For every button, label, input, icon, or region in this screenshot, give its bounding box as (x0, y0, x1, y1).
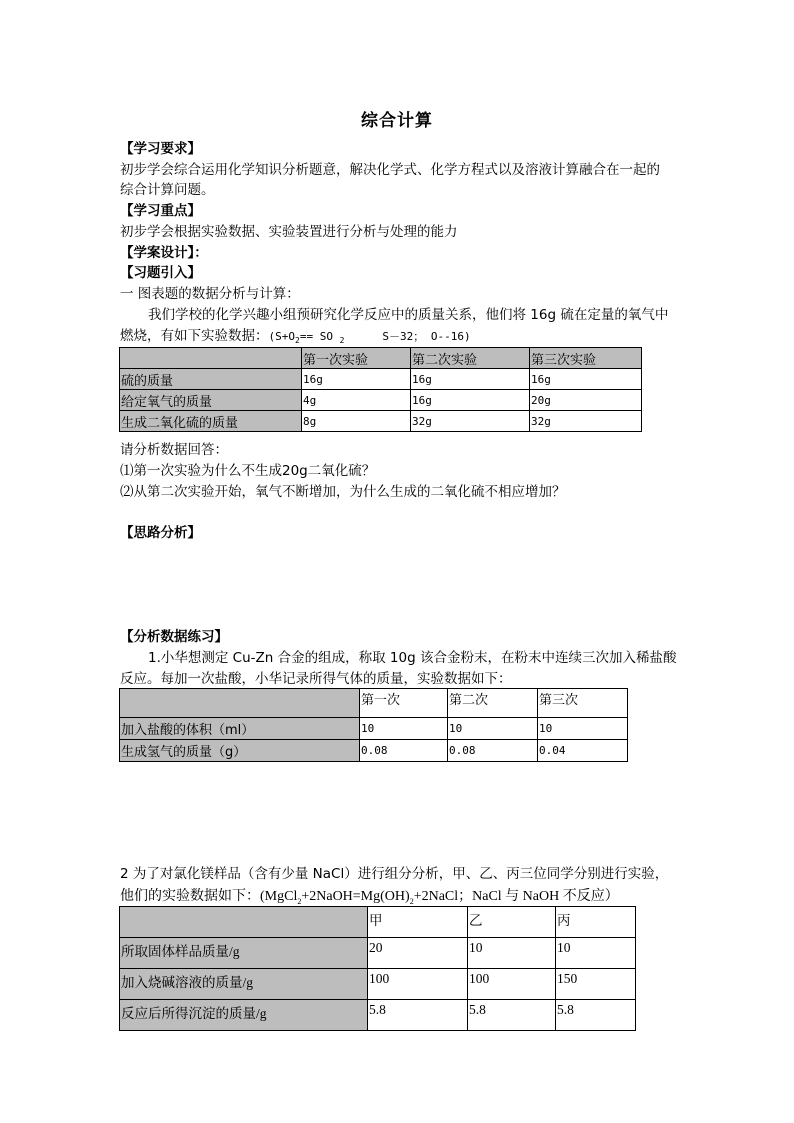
equation-part-1: ($S+O_2==$ SO $_2$ (268, 330, 345, 346)
row-label: 加入盐酸的体积（ml） (120, 718, 360, 740)
table-cell: 5.8 (368, 1000, 468, 1031)
table-row (120, 390, 642, 411)
table-cell: 0.04 (538, 740, 628, 762)
table-header-cell: 甲 (368, 907, 468, 938)
focus-text: 初步学会根据实验数据、实验装置进行分析与处理的能力 (120, 224, 458, 240)
row-label: 反应后所得沉淀的质量/g (120, 1000, 368, 1031)
table-cell: 10 (556, 938, 636, 969)
practice-text-1: 1.小华想测定 Cu-Zn 合金的组成，称取 10g 该合金粉末，在粉末中连续三次加入稀盐酸 (148, 650, 677, 666)
table-cell: 10 (468, 938, 556, 969)
page-title: 综合计算 (361, 111, 433, 131)
table-header-cell: 第一次实验 (302, 348, 411, 369)
table-cell: 32g (411, 411, 530, 432)
atomic-masses: S－32； O--16) (382, 330, 471, 343)
focus-heading: 【学习重点】 (120, 203, 201, 219)
intro-subtitle: 一 图表题的数据分析与计算： (120, 286, 300, 302)
table-cell: 5.8 (556, 1000, 636, 1031)
intro-text-2a: 燃烧，有如下实验数据： (120, 328, 269, 344)
row-label: 硫的质量 (120, 369, 302, 390)
problem2-text-1: 2 为了对氯化镁样品（含有少量 NaCl）进行组分分析，甲、乙、丙三位同学分别进行实验， (120, 866, 669, 882)
requirements-text-2: 综合计算问题。 (120, 182, 215, 198)
practice-heading: 【分析数据练习】 (120, 629, 228, 645)
table-cell: 100 (368, 969, 468, 1000)
table-cell: 0.08 (448, 740, 538, 762)
alloy-experiment-table (119, 688, 628, 762)
table-row (120, 969, 636, 1000)
row-label: 生成氢气的质量（g） (120, 740, 360, 762)
row-label: 给定氧气的质量 (120, 390, 302, 411)
table-cell: 4g (302, 390, 411, 411)
practice-text-2: 反应。每加一次盐酸，小华记录所得气体的质量，实验数据如下： (120, 671, 512, 687)
table-cell: 20 (368, 938, 468, 969)
intro-text-1: 我们学校的化学兴趣小组预研究化学反应中的质量关系，他们将 16g 硫在定量的氧气中 (148, 307, 669, 323)
analysis-heading: 【思路分析】 (120, 525, 201, 541)
table-cell: 100 (468, 969, 556, 1000)
table-cell: 10 (538, 718, 628, 740)
problem2-text-2: 他们的实验数据如下：($MgCl_2+2NaOH=Mg(OH)_2+2NaCl$；NaCl 与 NaOH 不反应） (120, 889, 619, 906)
table-row (120, 740, 628, 762)
requirements-text-1: 初步学会综合运用化学知识分析题意，解决化学式、化学方程式以及溶液计算融合在一起的 (120, 162, 660, 178)
table-header-cell: 第三次实验 (530, 348, 642, 369)
table-header-cell: 乙 (468, 907, 556, 938)
table-header-cell: 第二次实验 (411, 348, 530, 369)
table-cell: 8g (302, 411, 411, 432)
table-row (120, 411, 642, 432)
table-header-cell: 第二次 (448, 689, 538, 718)
table-header-cell: 丙 (556, 907, 636, 938)
table-cell: 32g (530, 411, 642, 432)
table-cell: 20g (530, 390, 642, 411)
table-row (120, 1000, 636, 1031)
table-header-row (120, 348, 642, 369)
design-heading: 【学案设计】： (120, 245, 208, 261)
table-cell: 0.08 (360, 740, 448, 762)
table-header-cell (120, 348, 302, 369)
intro-heading: 【习题引入】 (120, 265, 201, 281)
table-cell: 10 (448, 718, 538, 740)
table-cell: 10 (360, 718, 448, 740)
magnesium-chloride-table (119, 906, 636, 1031)
table-cell: 16g (530, 369, 642, 390)
table-cell: 16g (411, 390, 530, 411)
question-2: ⑵从第二次实验开始，氧气不断增加，为什么生成的二氧化硫不相应增加？ (120, 484, 566, 500)
table-row (120, 369, 642, 390)
table-header-cell (120, 907, 368, 938)
table-header-cell: 第三次 (538, 689, 628, 718)
table-cell: 150 (556, 969, 636, 1000)
table-cell: 16g (302, 369, 411, 390)
questions-lead: 请分析数据回答： (120, 442, 228, 458)
requirements-heading: 【学习要求】 (120, 141, 201, 157)
table-header-row (120, 689, 628, 718)
table-cell: 16g (411, 369, 530, 390)
sulfur-experiment-table (119, 347, 642, 432)
row-label: 加入烧碱溶液的质量/g (120, 969, 368, 1000)
table-cell: 5.8 (468, 1000, 556, 1031)
table-header-cell: 第一次 (360, 689, 448, 718)
table-header-cell (120, 689, 360, 718)
table-header-row (120, 907, 636, 938)
table-row (120, 718, 628, 740)
row-label: 所取固体样品质量/g (120, 938, 368, 969)
table-row (120, 938, 636, 969)
row-label: 生成二氧化硫的质量 (120, 411, 302, 432)
question-1: ⑴第一次实验为什么不生成20g二氧化硫？ (120, 463, 376, 479)
